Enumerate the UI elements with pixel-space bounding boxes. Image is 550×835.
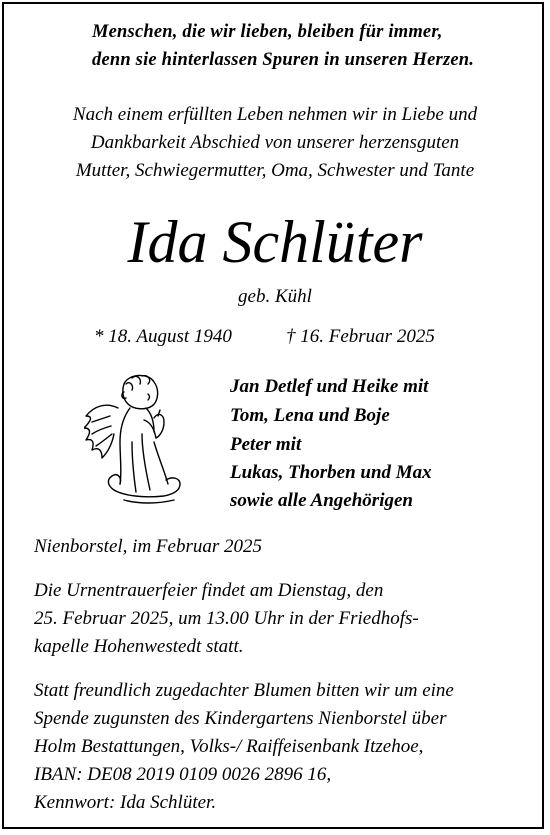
donation-line-1: Statt freundlich zugedachter Blumen bitten wir um eine xyxy=(34,680,454,701)
family-line-4: Lukas, Thorben und Max xyxy=(230,462,432,483)
intro-line-2: Dankbarkeit Abschied von unserer herzensguten xyxy=(90,132,460,153)
deceased-name: Ida Schlüter xyxy=(127,209,423,275)
death-date: † 16. Februar 2025 xyxy=(286,326,435,347)
ceremony-line-1: Die Urnentrauerfeier findet am Dienstag, den xyxy=(34,580,384,601)
donation-line-3: Holm Bestattungen, Volks-/ Raiffeisenbank Itzehoe, xyxy=(34,736,424,757)
born-name: geb. Kühl xyxy=(238,286,312,307)
motto-line-2: denn sie hinterlassen Spuren in unseren Herzen. xyxy=(92,50,475,70)
birth-date: * 18. August 1940 xyxy=(94,326,232,347)
praying-angel-icon xyxy=(84,372,184,510)
family-line-2: Tom, Lena und Boje xyxy=(230,405,390,426)
donation-line-4: IBAN: DE08 2019 0109 0026 2896 16, xyxy=(34,764,332,785)
place-date: Nienborstel, im Februar 2025 xyxy=(34,536,262,557)
family-line-5: sowie alle Angehörigen xyxy=(230,490,413,511)
intro-line-3: Mutter, Schwiegermutter, Oma, Schwester und Tante xyxy=(75,160,475,181)
motto-line-1: Menschen, die wir lieben, bleiben für immer, xyxy=(92,22,443,42)
ceremony-line-2: 25. Februar 2025, um 13.00 Uhr in der Friedhofs- xyxy=(34,608,419,629)
donation-line-2: Spende zugunsten des Kindergartens Nienborstel über xyxy=(34,708,447,729)
family-line-1: Jan Detlef und Heike mit xyxy=(230,376,429,397)
intro-line-1: Nach einem erfüllten Leben nehmen wir in Liebe und xyxy=(72,104,478,125)
donation-line-5: Kennwort: Ida Schlüter. xyxy=(34,792,217,813)
ceremony-line-3: kapelle Hohenwestedt statt. xyxy=(34,636,244,657)
family-line-3: Peter mit xyxy=(230,434,302,455)
